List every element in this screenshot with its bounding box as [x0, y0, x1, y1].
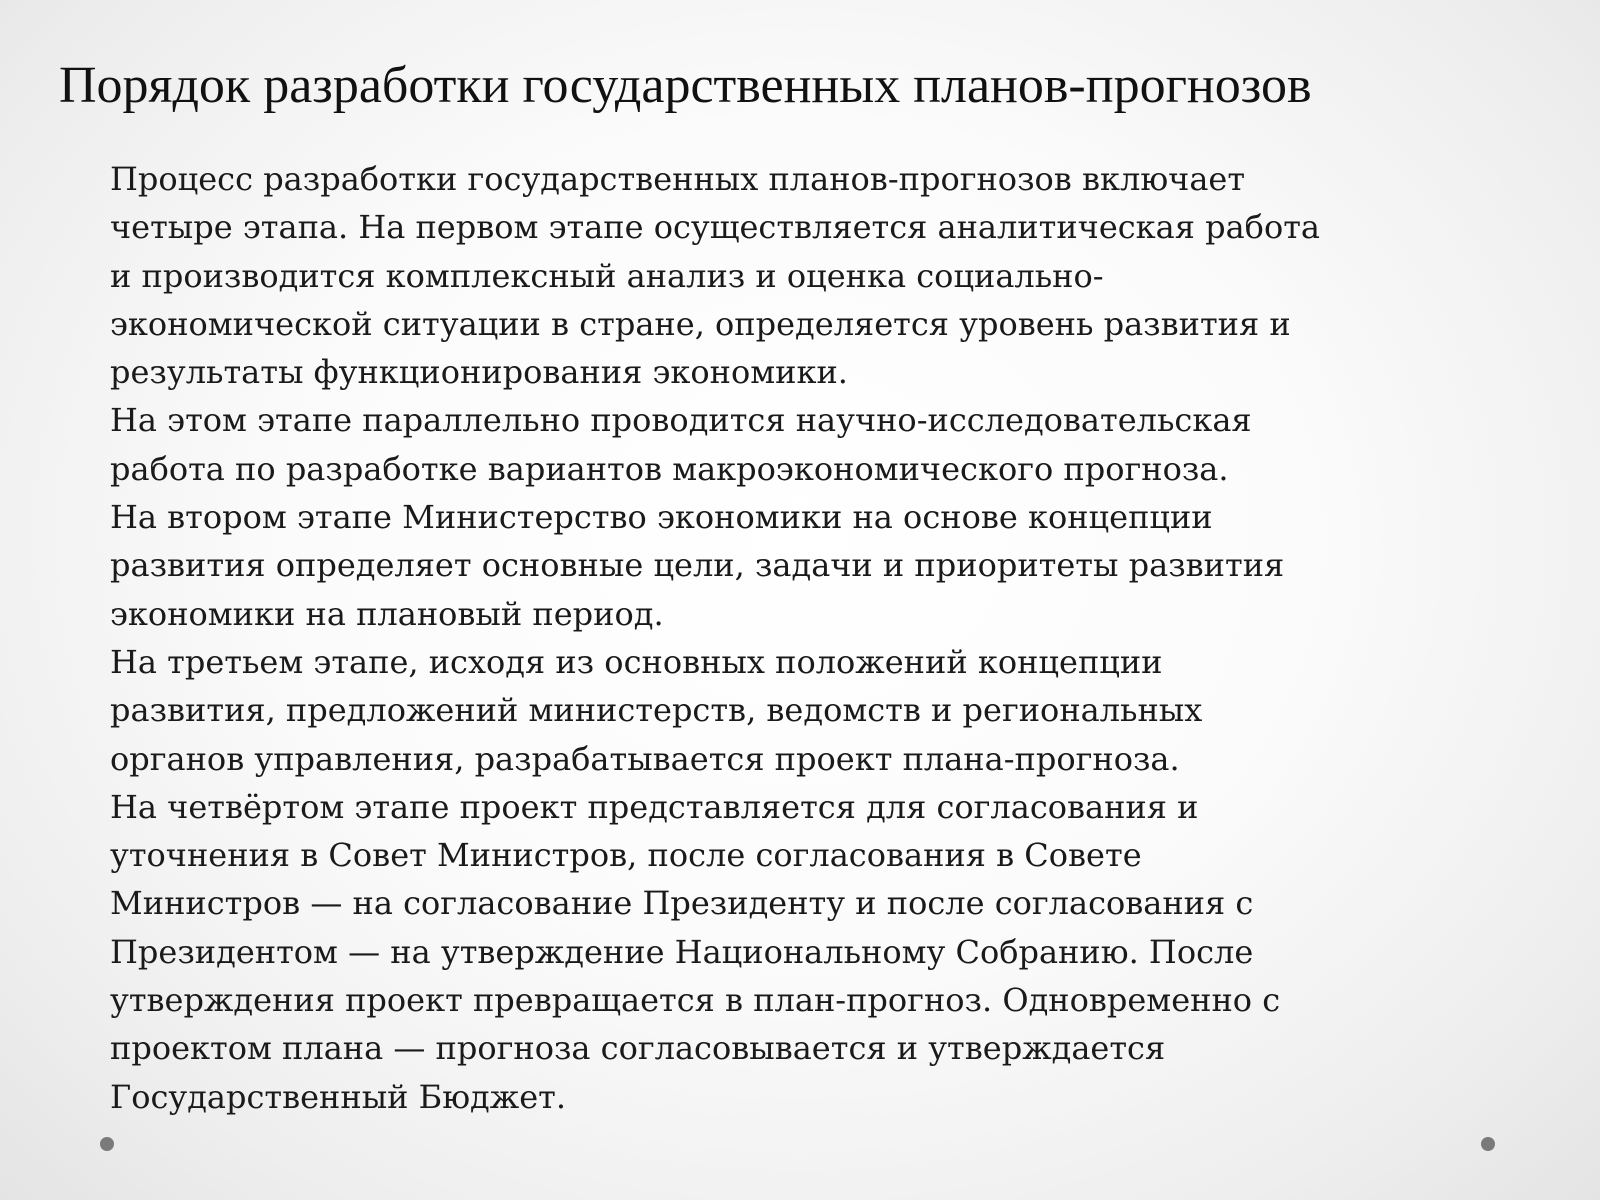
decorative-dot-right: [1481, 1137, 1495, 1151]
body-line: Министров — на согласование Президенту и после согласования с: [110, 884, 1254, 923]
slide-body-text: [110, 155, 1490, 1115]
body-line: На этом этапе параллельно проводится научно-исследовательская: [110, 401, 1252, 440]
body-line: Президентом — на утверждение Национальному Собранию. После: [110, 932, 1254, 971]
body-line: четыре этапа. На первом этапе осуществляется аналитическая работа: [110, 208, 1320, 247]
body-line: органов управления, разрабатывается проект плана-прогноза.: [110, 739, 1180, 778]
body-line: и производится комплексный анализ и оценка социально-: [110, 256, 1104, 295]
body-line: На четвёртом этапе проект представляется для согласования и: [110, 787, 1199, 826]
body-line: экономики на плановый период.: [110, 594, 664, 633]
body-line: экономической ситуации в стране, определяется уровень развития и: [110, 304, 1291, 343]
body-line: На третьем этапе, исходя из основных положений концепции: [110, 642, 1163, 681]
body-line: развития, предложений министерств, ведомств и региональных: [110, 691, 1203, 730]
body-line: утверждения проект превращается в план-прогноз. Одновременно с: [110, 981, 1281, 1020]
decorative-dot-left: [100, 1137, 114, 1151]
slide-title: Порядок разработки государственных планов-прогнозов: [59, 57, 1312, 114]
body-line: проектом плана — прогноза согласовывается и утверждается: [110, 1029, 1166, 1068]
body-line: На втором этапе Министерство экономики на основе концепции: [110, 498, 1213, 537]
body-line: уточнения в Совет Министров, после согласования в Совете: [110, 836, 1142, 875]
body-line: результаты функционирования экономики.: [110, 353, 848, 392]
body-line: работа по разработке вариантов макроэкономического прогноза.: [110, 449, 1229, 488]
body-line: Процесс разработки государственных планов-прогнозов включает: [110, 160, 1246, 198]
body-line: Государственный Бюджет.: [110, 1077, 566, 1116]
body-line: развития определяет основные цели, задачи и приоритеты развития: [110, 546, 1285, 585]
